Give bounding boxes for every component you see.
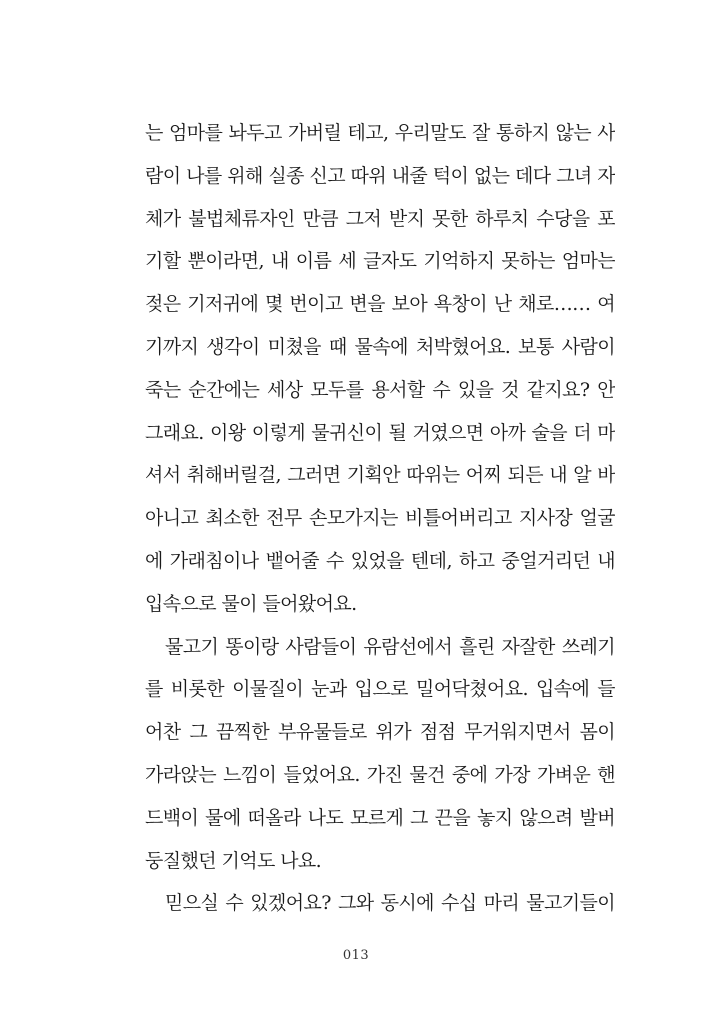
- text-line: 기할 뿐이라면, 내 이름 세 글자도 기억하지 못하는 엄마는: [145, 250, 615, 273]
- text-line: 는 엄마를 놔두고 가버릴 테고, 우리말도 잘 통하지 않는 사: [145, 122, 615, 144]
- text-line: 둥질했던 기억도 나요.: [145, 849, 322, 872]
- text-line: 죽는 순간에는 세상 모두를 용서할 수 있을 것 같지요? 안: [145, 378, 615, 401]
- text-line: 젖은 기저귀에 몇 번이고 변을 보아 욕창이 난 채로…… 여: [145, 293, 615, 316]
- text-line: 체가 불법체류자인 만큼 그저 받지 못한 하루치 수당을 포: [145, 207, 615, 230]
- text-line: 를 비롯한 이물질이 눈과 입으로 밀어닥쳤어요. 입속에 들: [145, 678, 615, 701]
- text-line: 드백이 물에 떠올라 나도 모르게 그 끈을 놓지 않으려 발버: [145, 806, 615, 829]
- page-number: 013: [342, 948, 370, 963]
- text-line: 물고기 똥이랑 사람들이 유람선에서 흘린 자잘한 쓰레기: [165, 635, 615, 658]
- text-line: 람이 나를 위해 실종 신고 따위 내줄 턱이 없는 데다 그녀 자: [145, 164, 615, 187]
- body-text: [145, 112, 615, 925]
- text-line: 어찬 그 끔찍한 부유물들로 위가 점점 무거워지면서 몸이: [145, 721, 615, 744]
- text-line: 아니고 최소한 전무 손모가지는 비틀어버리고 지사장 얼굴: [145, 507, 615, 530]
- text-line: 가라앉는 느낌이 들었어요. 가진 물건 중에 가장 가벼운 핸: [145, 763, 615, 786]
- text-line: 셔서 취해버릴걸, 그러면 기획안 따위는 어찌 되든 내 알 바: [145, 464, 615, 487]
- text-line: 믿으실 수 있겠어요? 그와 동시에 수십 마리 물고기들이: [165, 892, 615, 915]
- text-line: 기까지 생각이 미쳤을 때 물속에 처박혔어요. 보통 사람이: [145, 335, 615, 358]
- text-line: 입속으로 물이 들어왔어요.: [145, 592, 357, 615]
- text-line: 에 가래침이나 뱉어줄 수 있었을 텐데, 하고 중얼거리던 내: [145, 549, 615, 572]
- text-line: 그래요. 이왕 이렇게 물귀신이 될 거였으면 아까 술을 더 마: [145, 421, 615, 444]
